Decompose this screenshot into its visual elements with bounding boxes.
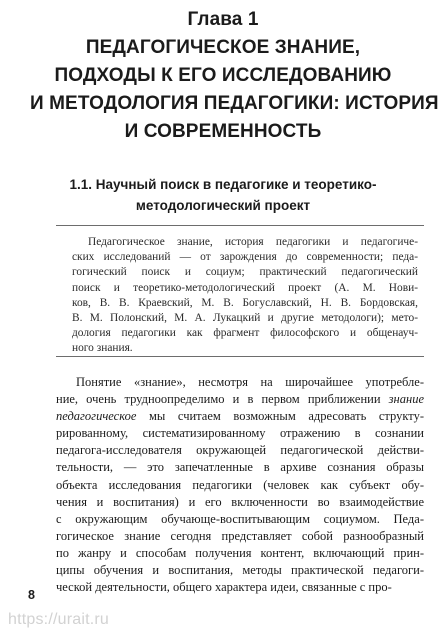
abstract-line: гогический поиск и социум; практический педагогический <box>72 266 418 279</box>
body-line: ципы обучения и воспитания, методы практической педагоги- <box>56 563 424 578</box>
emphasis-text: педагогическое <box>56 409 137 424</box>
chapter-label: Глава 1 <box>187 9 259 30</box>
chapter-title-line: ПОДХОДЫ К ЕГО ИССЛЕДОВАНИЮ <box>54 65 392 86</box>
emphasis-text: знание <box>388 392 424 407</box>
body-line: ческой деятельности, общего характера идеи, связанные с про- <box>56 580 392 595</box>
abstract-line: В. М. Полонский, М. А. Лукацкий и другие методологи); мето- <box>72 312 418 325</box>
body-line: объекта исследования педагогики (человек как субъект обу- <box>56 477 424 492</box>
body-line: рированному, систематизированному отражению в сознании <box>56 426 424 441</box>
body-line: тельности, — это запечатленные в архиве сознания образы <box>56 460 424 475</box>
body-text-run: мы считаем возможным адресовать структу- <box>136 409 424 424</box>
body-line <box>56 391 424 408</box>
source-watermark: https://urait.ru <box>8 611 110 628</box>
section-title-line: методологический проект <box>135 198 311 213</box>
chapter-title-line: И СОВРЕМЕННОСТЬ <box>124 121 322 142</box>
body-line <box>56 408 424 425</box>
abstract-line: поиск и теоретико-методологический проект (А. М. Нови- <box>72 281 418 294</box>
abstract-bottom-rule <box>56 356 424 357</box>
abstract-line: ков, В. В. Краевский, М. В. Богуславский, Н. В. Бордовская, <box>72 296 418 309</box>
body-line: гогическое знание сегодня представляет собой разнообразный <box>56 528 424 543</box>
abstract-line: дология педагогики как фрагмент философского и общенауч- <box>72 327 418 340</box>
abstract-line: Педагогическое знание, история педагогики и педагогиче- <box>88 236 418 248</box>
page-number: 8 <box>28 588 35 602</box>
abstract-line: ских исследований — от зарождения до современности; педа- <box>72 251 418 264</box>
abstract-top-rule <box>56 225 424 226</box>
chapter-title-line: ПЕДАГОГИЧЕСКОЕ ЗНАНИЕ, <box>85 37 361 58</box>
body-line: с окружающим обучающе-воспитывающим социумом. Педа- <box>56 511 424 526</box>
body-text-run: ние, очень трудноопределимо и в первом приближении <box>56 392 389 407</box>
section-abstract <box>72 235 418 357</box>
abstract-line: ного знания. <box>72 342 133 355</box>
section-title-line: 1.1. Научный поиск в педагогике и теоретико- <box>69 177 377 192</box>
body-paragraph <box>56 374 424 596</box>
body-line: Понятие «знание», несмотря на широчайшее употребле- <box>76 375 424 389</box>
body-line: по жанру и способам получения контент, включающий прин- <box>56 545 424 560</box>
body-line: педагога-исследователя окружающей педагогической действи- <box>56 443 424 458</box>
chapter-heading <box>30 6 439 146</box>
chapter-title-line: И МЕТОДОЛОГИЯ ПЕДАГОГИКИ: ИСТОРИЯ <box>30 93 439 114</box>
section-heading <box>40 174 406 216</box>
body-line: чения и воспитания) и его включенности во взаимодействие <box>56 494 424 509</box>
